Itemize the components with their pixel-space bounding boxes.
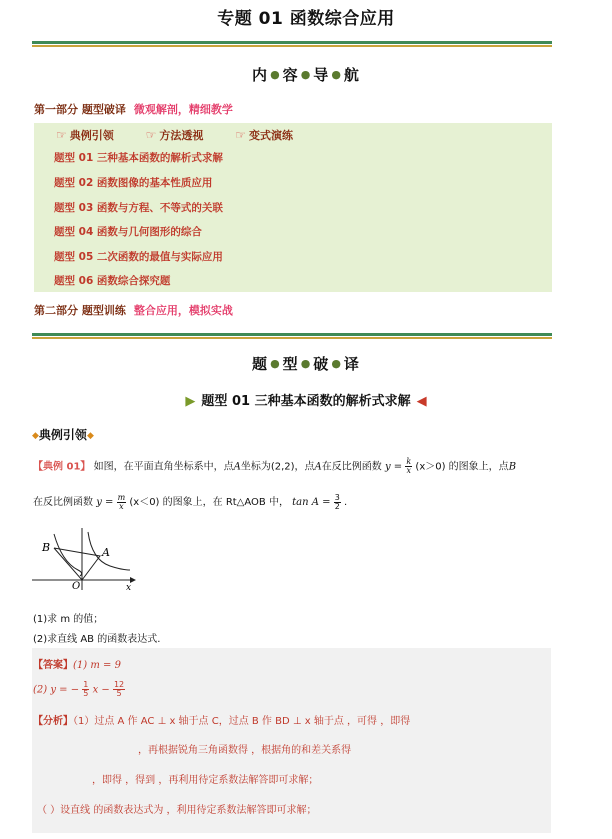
answer-line-1 [33, 656, 121, 671]
part-two-heading [34, 302, 233, 318]
label-a: A [102, 546, 110, 559]
answer-1: (1) m = 9 [73, 660, 121, 671]
toc-item-type01[interactable]: 题型 01 三种基本函数的解析式求解 [54, 152, 223, 164]
answer-line-2: (2) y = − $\frac{1}{5}$ x − $\frac{12}{5}$ [33, 680, 125, 698]
answer-tag: 【答案】 [33, 660, 73, 671]
type-heading [0, 390, 612, 409]
dot-icon: ● [270, 357, 281, 370]
dot-icon: ● [270, 68, 281, 81]
example-line-1: 【典例 01】 如图，在平面直角坐标系中，点A坐标为(2,2)，点A在反比例函数 y = $\frac{k}{x}$ (x＞0) 的图象上，点B [33, 457, 517, 475]
nav-char: 容 [282, 66, 299, 84]
dot-icon: ● [300, 357, 312, 370]
fraction-one-fifth: $\frac{1}{5}$ [83, 680, 89, 698]
toc-item-type02[interactable]: 题型 02 函数图像的基本性质应用 [54, 177, 213, 189]
page-title: 专题 01 函数综合应用 [217, 9, 395, 29]
label-x: x [126, 583, 132, 590]
label-o: O [72, 581, 81, 590]
analysis-tag: 【分析】 [33, 716, 73, 727]
dot-icon: ● [331, 357, 342, 370]
section-title: 题 ● 型 ● 破 ● 译 [252, 355, 360, 373]
nav-char: 导 [313, 66, 330, 84]
example-heading [32, 426, 94, 443]
arrow-left-icon: ◀ [416, 394, 427, 409]
question-1: (1)求 m 的值； [33, 614, 104, 625]
tab-practice[interactable]: ☞ 变式演练 [235, 128, 293, 142]
fraction-three-halves: $\frac{3}{2}$ [334, 492, 340, 511]
tab-examples[interactable]: ☞ 典例引领 [56, 128, 114, 142]
tab-methods[interactable]: ☞ 方法透视 [145, 128, 204, 142]
fraction-k-over-x: $\frac{k}{x}$ [406, 457, 412, 475]
part-one-label: 第一部分 题型破译 [34, 103, 126, 116]
section-divider [32, 333, 552, 339]
part-two-subtitle: 整合应用，模拟实战 [133, 304, 233, 317]
nav-char: 内 [252, 66, 269, 84]
example-line-2: 在反比例函数 y = $\frac{m}{x}$ (x＜0) 的图象上，在 Rt△AOB 中， tan A = $\frac{3}{2}$ . [33, 492, 348, 511]
nav-title [0, 64, 612, 85]
fraction-twelve-fifths: $\frac{12}{5}$ [113, 680, 125, 698]
dot-icon: ● [331, 68, 342, 81]
analysis-line-2: ，再根据锐角三角函数得 ，根据角的和差关系得 [138, 745, 352, 756]
question-2: (2)求直线 AB 的函数表达式. [33, 634, 161, 645]
header-divider [32, 41, 552, 47]
analysis-line-1: 【分析】（1）过点 A 作 AC ⊥ x 轴于点 C，过点 B 作 BD ⊥ x 轴于点 ，可得 ，即得 [33, 716, 411, 727]
hyperbola-left [54, 534, 82, 576]
analysis-line-4: （ ）设直线 的函数表达式为 ，利用待定系数法解答即可求解； [37, 805, 317, 816]
toc-item-type05[interactable]: 题型 05 二次函数的最值与实际应用 [54, 251, 223, 263]
tab-row [56, 127, 321, 143]
dot-icon: ● [300, 68, 312, 81]
example-heading-text: 典例引领 [38, 428, 87, 442]
label-b: B [42, 541, 51, 554]
toc-item-type04[interactable]: 题型 04 函数与几何图形的综合 [54, 226, 202, 238]
nav-char: 航 [343, 66, 360, 84]
toc-item-type03[interactable]: 题型 03 函数与方程、不等式的关联 [54, 202, 223, 214]
pointing-hand-icon: ☞ [56, 128, 67, 142]
answer-panel [32, 648, 551, 833]
arrow-right-icon: ▶ [185, 394, 196, 409]
part-two-label: 第二部分 题型训练 [34, 304, 126, 317]
coordinate-graph [32, 528, 137, 590]
table-of-contents [34, 123, 552, 292]
part-one-heading [34, 101, 233, 117]
pointing-hand-icon: ☞ [235, 128, 246, 142]
pointing-hand-icon: ☞ [145, 128, 157, 142]
diamond-icon: ◆ [86, 431, 94, 441]
analysis-line-3: ，即得 ，得到 ，再利用待定系数法解答即可求解； [92, 775, 319, 786]
example-tag: 【典例 01】 [33, 461, 91, 473]
toc-item-type06[interactable]: 题型 06 函数综合探究题 [54, 275, 171, 287]
type-heading-text: 题型 01 三种基本函数的解析式求解 [201, 394, 411, 409]
part-one-subtitle: 微观解剖，精细教学 [133, 103, 233, 116]
fraction-m-over-x: $\frac{m}{x}$ [117, 492, 126, 511]
diamond-icon: ◆ [32, 431, 39, 441]
